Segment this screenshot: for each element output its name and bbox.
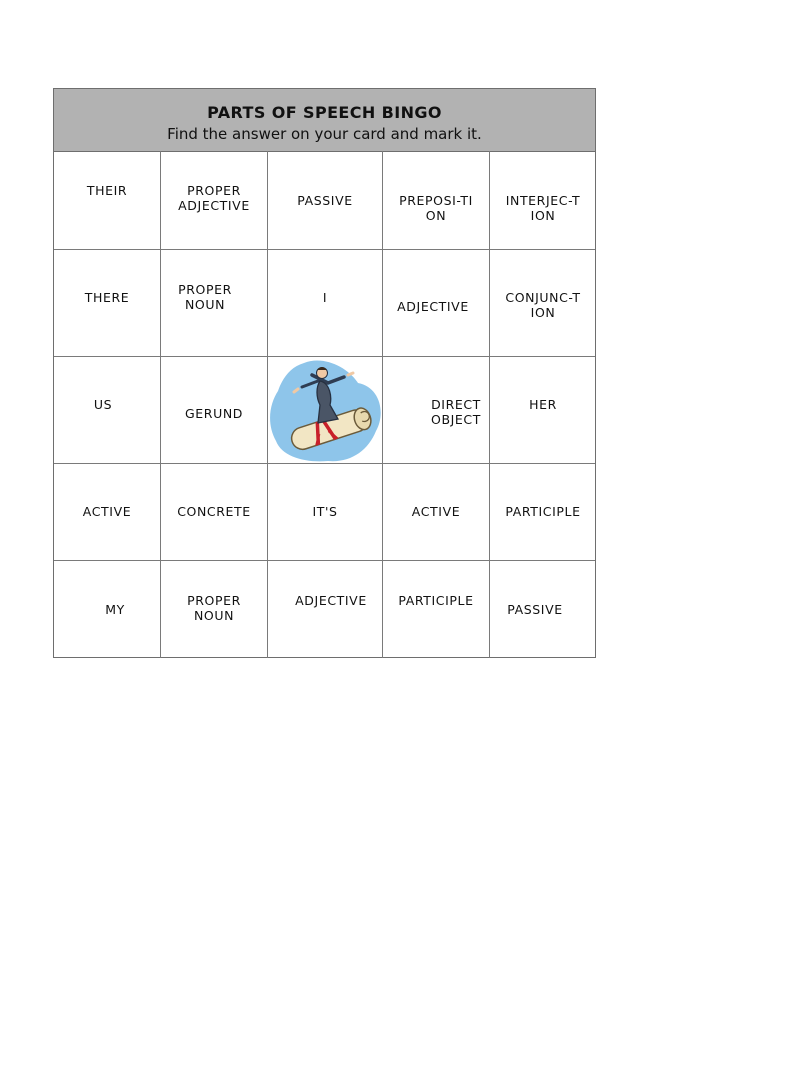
bingo-cell: US — [93, 397, 113, 412]
bingo-cell: CONCRETE — [177, 504, 251, 519]
bingo-cell: THERE — [84, 290, 130, 305]
card-instructions: Find the answer on your card and mark it. — [167, 125, 482, 143]
bingo-cell: GERUND — [185, 406, 243, 421]
grid-divider — [160, 151, 161, 658]
bingo-cell: INTERJEC-T ION — [505, 193, 581, 223]
bingo-cell: THEIR — [86, 183, 128, 198]
bingo-cell: ADJECTIVE — [295, 593, 367, 608]
bingo-cell: PASSIVE — [507, 602, 563, 617]
bingo-cell: PREPOSI-TI ON — [399, 193, 473, 223]
bingo-cell: PROPER ADJECTIVE — [178, 183, 250, 213]
bingo-cell: PROPER NOUN — [187, 593, 241, 623]
bingo-cell: PARTICIPLE — [398, 593, 474, 608]
grid-divider — [54, 249, 595, 250]
bingo-cell: I — [322, 290, 328, 305]
bingo-cell: ADJECTIVE — [397, 299, 469, 314]
bingo-cell: PASSIVE — [297, 193, 353, 208]
bingo-cell: DIRECT OBJECT — [431, 397, 481, 427]
bingo-card — [53, 88, 596, 658]
card-header — [54, 89, 595, 152]
bingo-cell: ACTIVE — [82, 504, 132, 519]
bingo-cell: HER — [529, 397, 557, 412]
grid-divider — [54, 463, 595, 464]
grid-divider — [54, 560, 595, 561]
card-title: PARTS OF SPEECH BINGO — [207, 103, 442, 122]
bingo-cell: IT'S — [312, 504, 338, 519]
bingo-cell: MY — [105, 602, 125, 617]
free-space-clipart — [268, 357, 384, 463]
bingo-cell: CONJUNC-T ION — [505, 290, 581, 320]
bingo-cell: PARTICIPLE — [505, 504, 581, 519]
bingo-cell: PROPER NOUN — [178, 282, 232, 312]
surfer-on-diploma-icon — [268, 357, 384, 463]
bingo-cell: ACTIVE — [411, 504, 461, 519]
